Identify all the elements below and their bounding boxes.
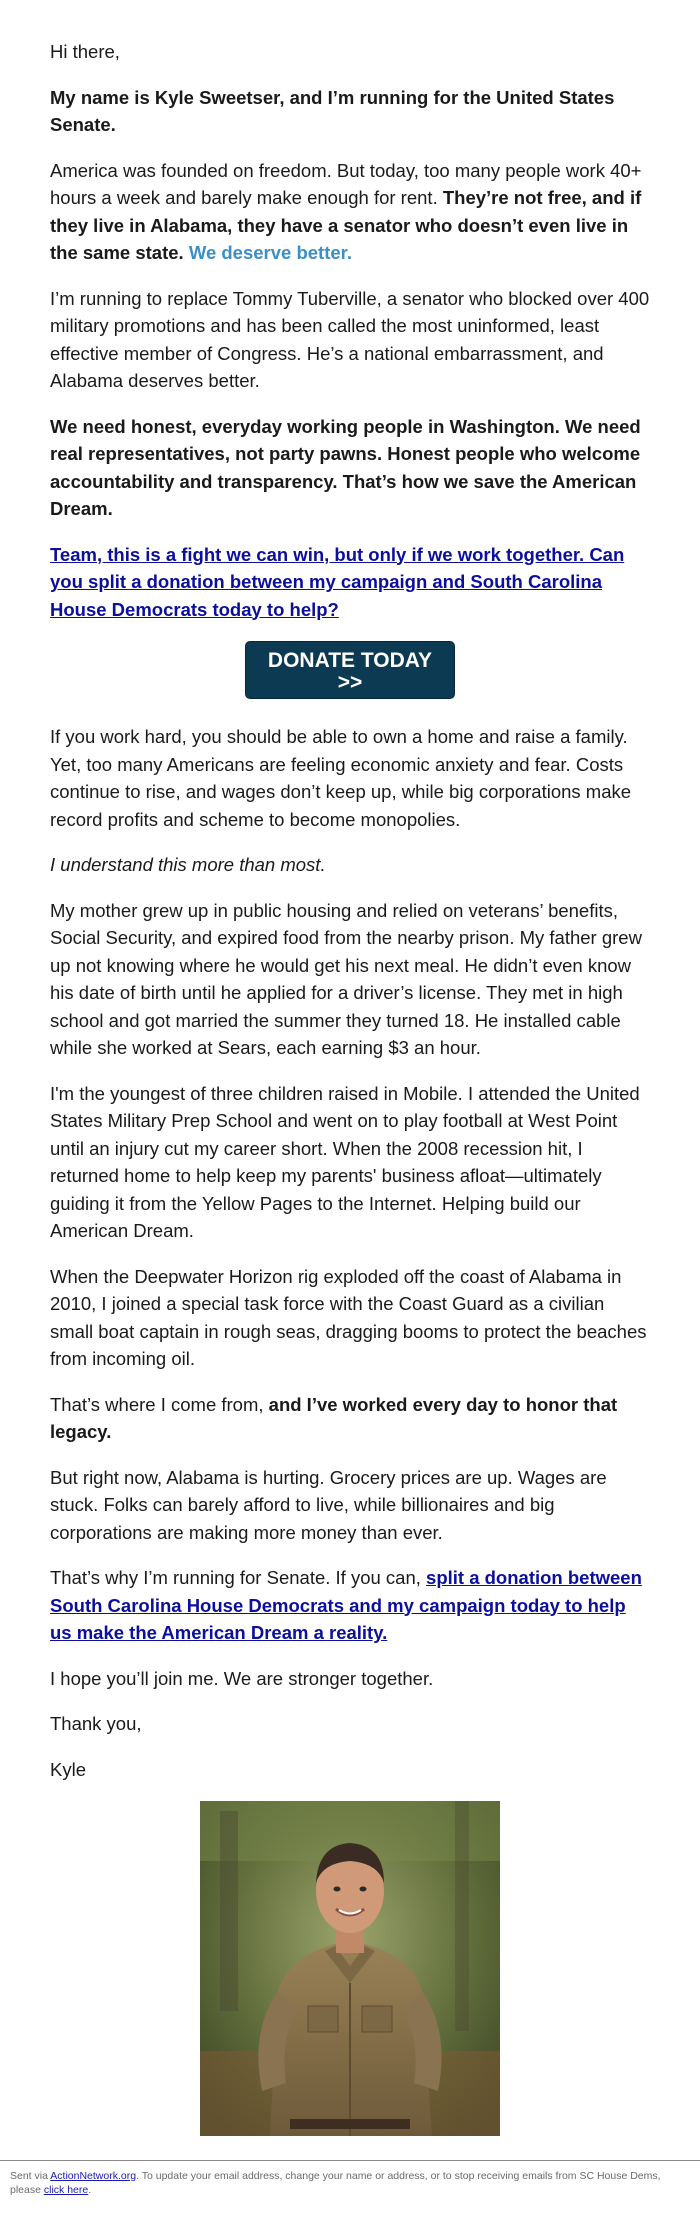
freedom-plain: America was founded on freedom. But today, too many people work 40+ hours a week and barely make enough for rent. xyxy=(50,159,642,208)
legacy-paragraph xyxy=(50,1391,650,1446)
intro-paragraph: My name is Kyle Sweetser, and I’m running for the United States Senate. xyxy=(50,86,615,135)
youngest-paragraph: I'm the youngest of three children raised in Mobile. I attended the United States Military Prep School and went on to play football at West Point until an injury cut my career short. When the 2008 recession hit, I returned home to help keep my parents' business afloat—ultimately guiding it from the Yellow Pages to the Internet. Helping build our American Dream. xyxy=(50,1082,640,1241)
donate-today-button[interactable] xyxy=(245,641,455,699)
candidate-photo-illustration xyxy=(200,1801,500,2136)
understand-paragraph: I understand this more than most. xyxy=(50,854,326,875)
legacy-bold: and I’ve worked every day to honor that legacy. xyxy=(50,1393,618,1442)
split-donation-link[interactable]: Team, this is a fight we can win, but only if we work together. Can you split a donation between my campaign and South Carolina House Democrats today to help? xyxy=(50,543,625,620)
donate-button-arrows: >> xyxy=(337,671,363,694)
split-donation-link-2[interactable]: split a donation between South Carolina House Democrats and my campaign today to help us make the American Dream a reality. xyxy=(50,1567,642,1643)
footer-prefix: Sent via xyxy=(10,2170,51,2182)
greeting: Hi there, xyxy=(50,41,120,62)
actionnetwork-link[interactable]: ActionNetwork.org xyxy=(50,2170,137,2182)
footer-middle: . To update your email address, change your name or address, or to stop receiving emails from SC House Dems, please xyxy=(10,2170,661,2196)
freedom-highlight: We deserve better. xyxy=(188,242,352,263)
why-plain: That’s why I’m running for Senate. If you can, xyxy=(50,1567,427,1588)
deepwater-paragraph: When the Deepwater Horizon rig exploded off the coast of Alabama in 2010, I joined a special task force with the Coast Guard as a civilian small boat captain in rough seas, dragging booms to protect the beaches from incoming oil. xyxy=(50,1265,647,1369)
tuberville-paragraph: I’m running to replace Tommy Tuberville, a senator who blocked over 400 military promotions and has been called the most uninformed, least effective member of Congress. He’s a national embarrassment, and Alabama deserves better. xyxy=(50,287,650,391)
team-link-paragraph xyxy=(50,541,650,624)
freedom-bold: They’re not free, and if they live in Alabama, they have a senator who doesn’t even live in the same state. xyxy=(50,187,642,263)
honest-paragraph: We need honest, everyday working people in Washington. We need real representatives, not party pawns. Honest people who welcome accountability and transparency. That’s how we save the American Dream. xyxy=(50,415,641,519)
donate-button-wrap xyxy=(50,641,650,699)
footer-suffix: . xyxy=(88,2184,92,2196)
why-paragraph xyxy=(50,1564,650,1647)
legacy-plain: That’s where I come from, xyxy=(50,1393,269,1415)
unsubscribe-link[interactable]: click here xyxy=(43,2184,89,2196)
sign-name: Kyle xyxy=(50,1758,86,1780)
sign-thanks: Thank you, xyxy=(50,1713,142,1734)
donate-button-label: DONATE TODAY xyxy=(267,649,433,672)
work-hard-paragraph: If you work hard, you should be able to own a home and raise a family. Yet, too many Americans are feeling economic anxiety and fear. Costs continue to rise, and wages don’t keep up, while big corporations make record profits and scheme to become monopolies. xyxy=(50,726,632,830)
candidate-photo xyxy=(200,1801,500,2136)
hurting-paragraph: But right now, Alabama is hurting. Grocery prices are up. Wages are stuck. Folks can barely afford to live, while billionaires and big corporations are making more money than ever. xyxy=(50,1466,607,1543)
mother-paragraph: My mother grew up in public housing and relied on veterans’ benefits, Social Security, and expired food from the nearby prison. My father grew up not knowing where he would get his next meal. He didn’t even know his date of birth until he applied for a driver’s license. They met in high school and got married the summer they turned 18. He installed cable while she worked at Sears, each earning $3 an hour. xyxy=(50,899,642,1058)
email-footer xyxy=(0,2160,700,2197)
candidate-photo-wrap xyxy=(50,1801,650,2144)
join-paragraph: I hope you’ll join me. We are stronger together. xyxy=(50,1667,434,1689)
freedom-paragraph xyxy=(50,157,650,267)
